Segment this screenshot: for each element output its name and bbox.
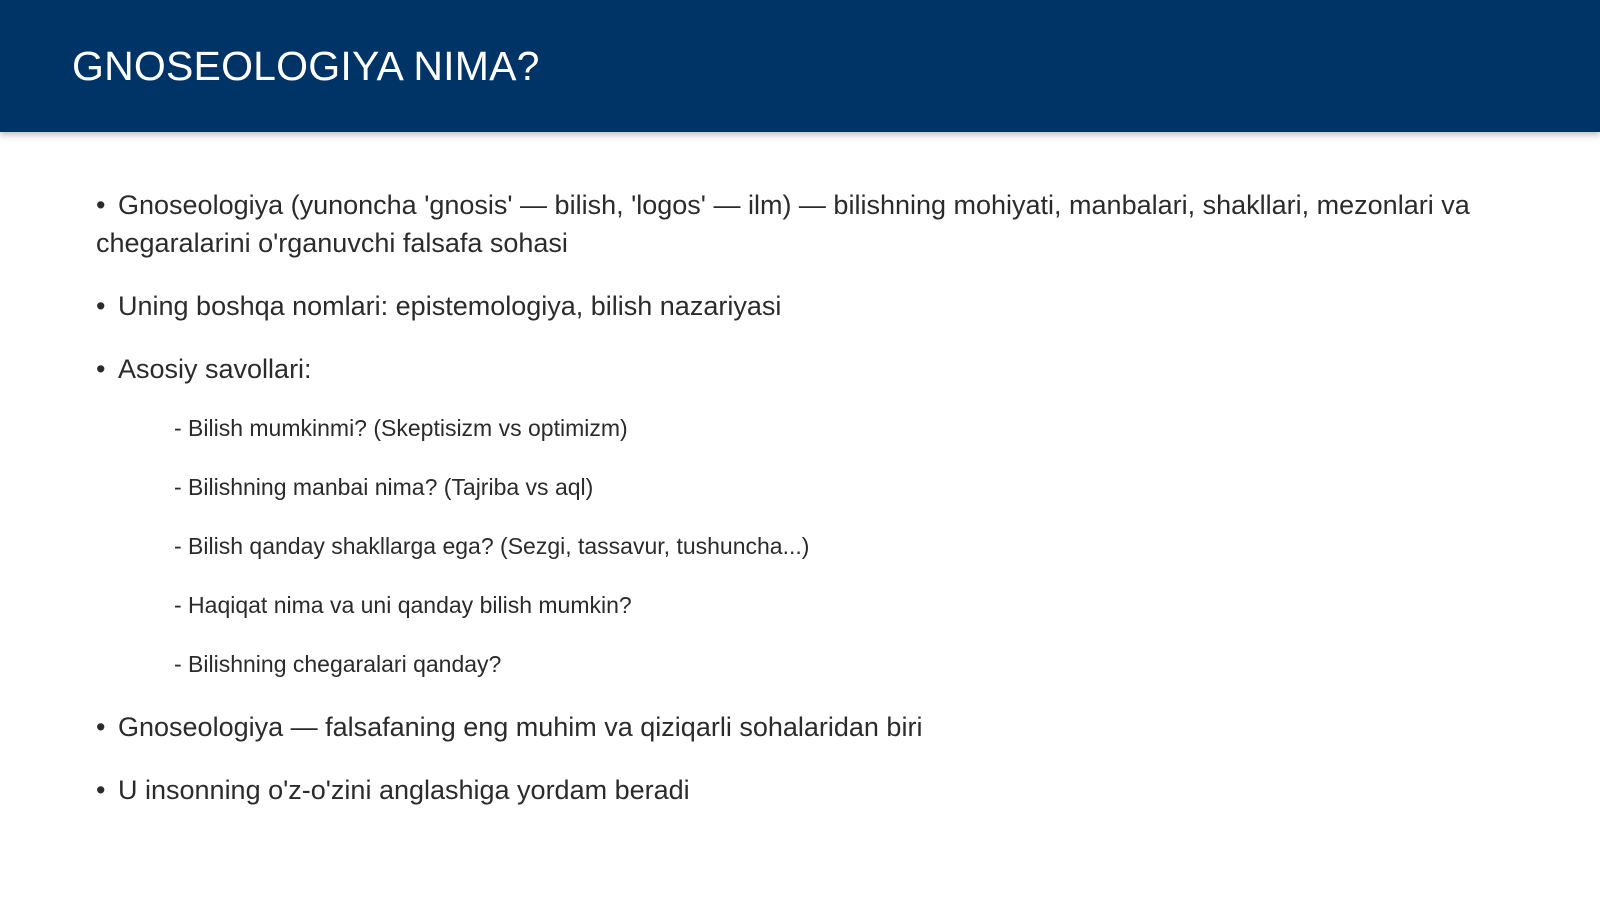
bullet-marker: • bbox=[96, 354, 106, 384]
bullet-marker: • bbox=[96, 190, 106, 220]
question-item: - Bilish qanday shakllarga ega? (Sezgi, tassavur, tushuncha...) bbox=[174, 533, 810, 559]
question-list bbox=[96, 413, 1516, 679]
question-item: - Bilishning manbai nima? (Tajriba vs aql) bbox=[174, 474, 594, 500]
bullet-marker: • bbox=[96, 775, 106, 805]
bullet-text: Uning boshqa nomlari: epistemologiya, bilish nazariyasi bbox=[118, 291, 782, 321]
slide-header bbox=[0, 0, 1600, 132]
bullet-definition bbox=[96, 186, 1516, 262]
bullet-text: Asosiy savollari: bbox=[118, 354, 312, 384]
bullet-marker: • bbox=[96, 712, 106, 742]
question-item: - Bilishning chegaralari qanday? bbox=[174, 651, 502, 677]
bullet-main-questions bbox=[96, 350, 1516, 388]
bullet-text: Gnoseologiya (yunoncha 'gnosis' — bilish, 'logos' — ilm) — bilishning mohiyati, manbalari, shakllari, mezonlari va chegaralarini o'rganuvchi falsafa sohasi bbox=[96, 190, 1470, 258]
bullet-self-awareness bbox=[96, 771, 1516, 809]
slide-content bbox=[96, 186, 1516, 834]
question-item: - Bilish mumkinmi? (Skeptisizm vs optimizm) bbox=[174, 415, 628, 441]
bullet-text: U insonning o'z-o'zini anglashiga yordam beradi bbox=[118, 775, 690, 805]
slide-title: GNOSEOLOGIYA NIMA? bbox=[72, 43, 540, 89]
bullet-importance bbox=[96, 708, 1516, 746]
question-item: - Haqiqat nima va uni qanday bilish mumkin? bbox=[174, 592, 632, 618]
bullet-marker: • bbox=[96, 291, 106, 321]
bullet-text: Gnoseologiya — falsafaning eng muhim va qiziqarli sohalaridan biri bbox=[118, 712, 923, 742]
bullet-other-names bbox=[96, 287, 1516, 325]
